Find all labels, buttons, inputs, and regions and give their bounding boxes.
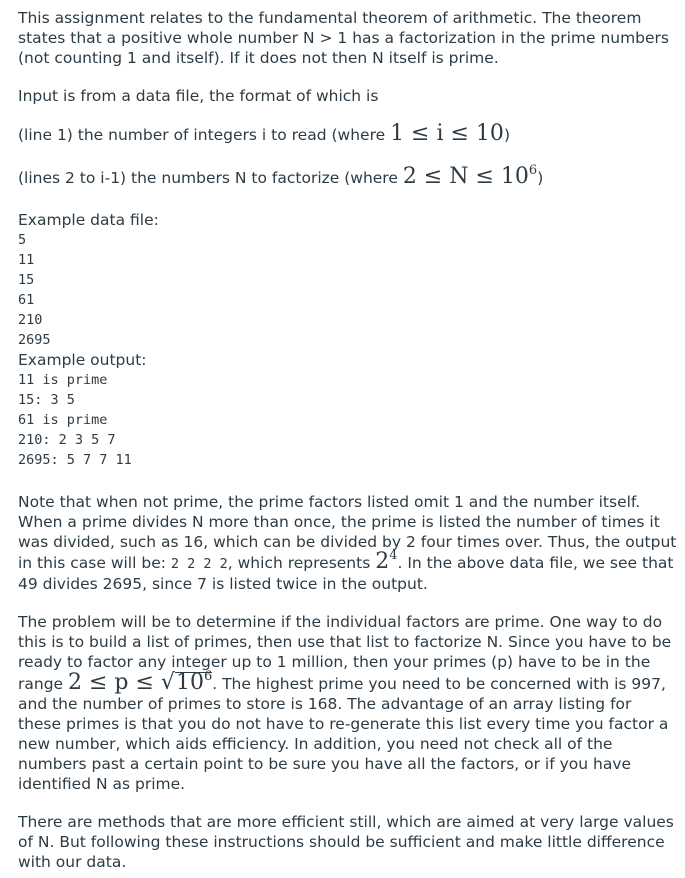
- problem-part2: . The highest prime you need to be concerned with is 997, and the number of primes to store is 168. The advantage of an array listing for these primes is that you do not have to re-generate this list every time you factor a new number, which aids efficiency. In addition, you need not check all of the numbers past a certain point to be sure you have all the factors, or if you have identified N as prime.: [18, 675, 669, 793]
- input-format-paragraph: Input is from a data file, the format of which is: [18, 87, 379, 105]
- intro-paragraph: This assignment relates to the fundamental theorem of arithmetic. The theorem states that a positive whole number N > 1 has a factorization in the prime numbers (not counting 1 and itself). If it does not then N itself is prime.: [18, 9, 670, 67]
- problem-math-prefix: 2 ≤ p ≤: [68, 670, 161, 695]
- example-data-block: [18, 230, 678, 350]
- lines2-math: [403, 164, 537, 189]
- example-data-label: Example data file:: [18, 211, 159, 229]
- code-line: 2695: 5 7 7 11: [18, 452, 132, 468]
- code-line: 2695: [18, 332, 51, 348]
- note-code: 2 2 2 2: [170, 556, 228, 572]
- problem-part1: The problem will be to determine if the individual factors are prime. One way to do this is to build a list of primes, then use that list to factorize N. Since you have to be ready to factor any integer up to 1 million, then your primes (p) have to be in the range: [18, 613, 672, 693]
- assignment-document: [18, 8, 678, 872]
- lines2-close: ): [537, 169, 544, 187]
- code-line: 5: [18, 232, 27, 248]
- line1-math: 1 ≤ i ≤ 10: [390, 121, 504, 146]
- problem-math: [68, 670, 212, 695]
- code-line: 210: [18, 312, 43, 328]
- code-line: 11 is prime: [18, 372, 108, 388]
- sqrt-symbol: √: [160, 670, 175, 695]
- line1-description: [18, 121, 678, 146]
- code-line: 15: 3 5: [18, 392, 75, 408]
- code-line: 15: [18, 272, 35, 288]
- note-part1: Note that when not prime, the prime factors listed omit 1 and the number itself. When a prime divides N more than once, the prime is listed the number of times it was divided, such as 16, which can be divided by 2 four times over. Thus, the output in this case will be:: [18, 493, 677, 572]
- sqrt-radicand: [175, 669, 213, 695]
- line1-text: (line 1) the number of integers i to read (where: [18, 126, 391, 144]
- sqrt-exp: 6: [203, 669, 213, 684]
- note-math-exp: 4: [389, 548, 398, 563]
- code-line: 11: [18, 252, 35, 268]
- lines2-math-exp: 6: [528, 163, 538, 178]
- lines2-text: (lines 2 to i-1) the numbers N to factorize (where: [18, 169, 403, 187]
- note-part2: , which represents: [227, 554, 376, 572]
- lines2-description: [18, 163, 678, 189]
- note-math: [375, 549, 397, 574]
- methods-paragraph: There are methods that are more efficient still, which are aimed at very large values of N. But following these instructions should be sufficient and make little difference with our data.: [18, 813, 674, 871]
- note-paragraph: [18, 492, 678, 594]
- code-line: 210: 2 3 5 7: [18, 432, 116, 448]
- lines2-math-base: 2 ≤ N ≤ 10: [402, 164, 529, 189]
- code-line: 61 is prime: [18, 412, 108, 428]
- example-output-block: [18, 370, 678, 470]
- line1-close: ): [503, 126, 510, 144]
- code-line: 61: [18, 292, 35, 308]
- note-part3: . In the above data file, we see that 49 divides 2695, since 7 is listed twice in the output.: [18, 554, 674, 593]
- example-output-label: Example output:: [18, 351, 147, 369]
- sqrt-base: 10: [175, 670, 204, 695]
- note-math-base: 2: [375, 549, 390, 574]
- problem-paragraph: [18, 612, 678, 794]
